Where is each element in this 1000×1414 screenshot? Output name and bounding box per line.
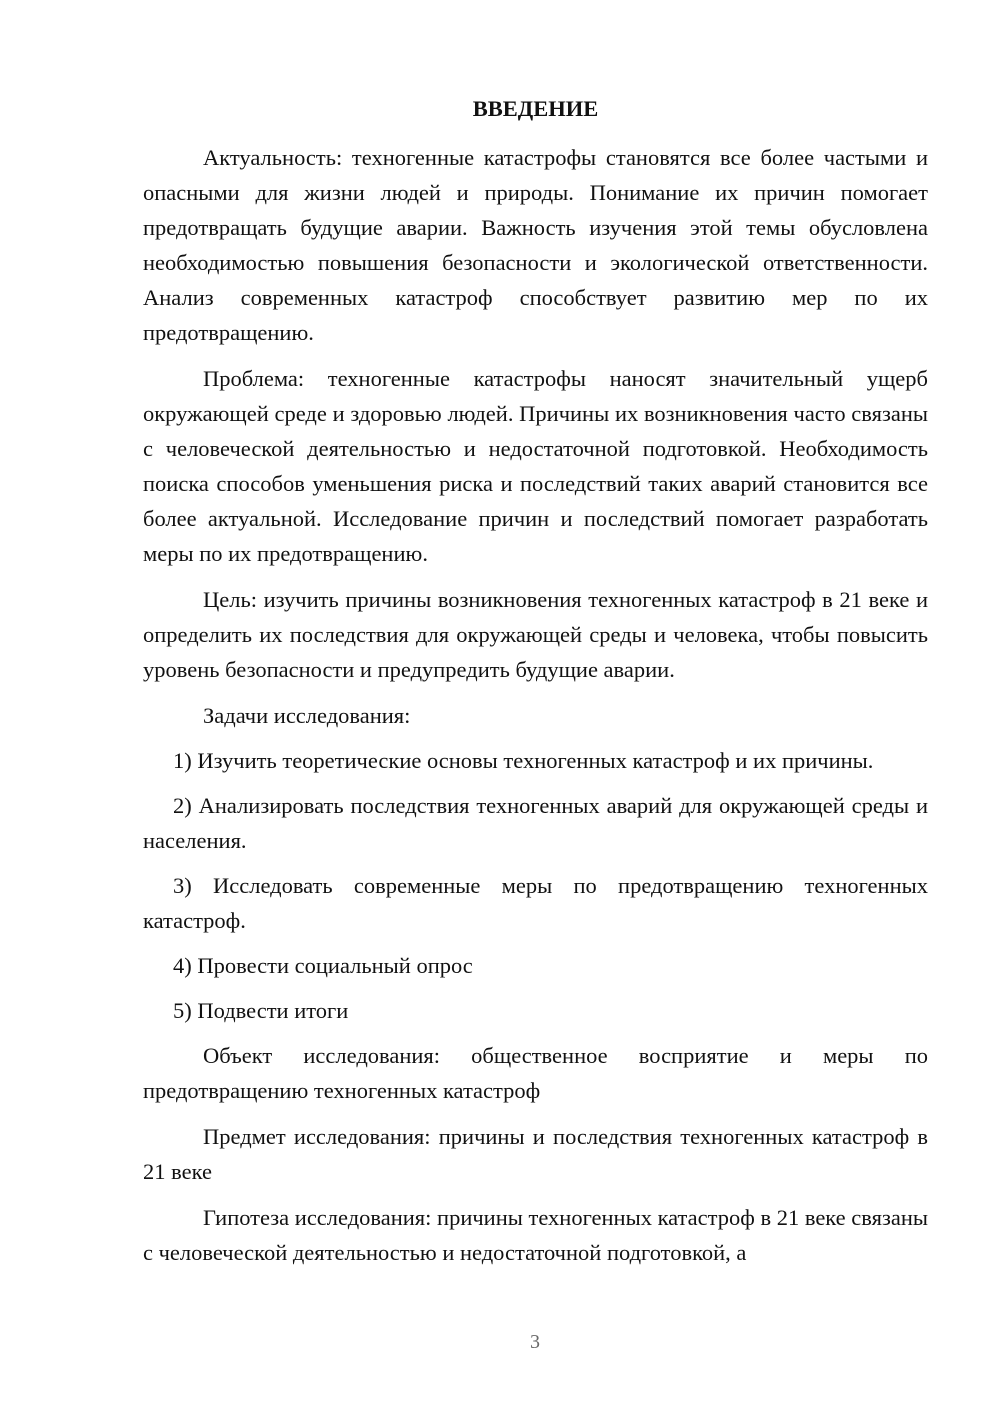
list-item: 4) Провести социальный опрос <box>173 953 473 978</box>
page-content <box>143 90 928 1281</box>
paragraph-hypothesis: Гипотеза исследования: причины техногенных катастроф в 21 веке связаны с человеческой деятельностью и недостаточной подготовкой, а <box>143 1205 928 1265</box>
list-item: 5) Подвести итоги <box>173 998 349 1023</box>
list-item: 1) Изучить теоретические основы техногенных катастроф и их причины. <box>173 748 874 773</box>
paragraph-relevance: Актуальность: техногенные катастрофы становятся все более частыми и опасными для жизни людей и природы. Понимание их причин помогает предотвращать будущие аварии. Важность изучения этой темы обусловлена необходимостью повышения безопасности и экологической ответственности. Анализ современных катастроф способствует развитию мер по их предотвращению. <box>143 145 928 345</box>
tasks-heading: Задачи исследования: <box>203 703 411 728</box>
list-item: 3) Исследовать современные меры по предотвращению техногенных катастроф. <box>143 873 928 933</box>
task-list <box>143 743 928 1028</box>
paragraph-goal: Цель: изучить причины возникновения техногенных катастроф в 21 веке и определить их последствия для окружающей среды и человека, чтобы повысить уровень безопасности и предупредить будущие аварии. <box>143 587 928 682</box>
paragraph-subject: Предмет исследования: причины и последствия техногенных катастроф в 21 веке <box>143 1124 928 1184</box>
paragraph-problem: Проблема: техногенные катастрофы наносят значительный ущерб окружающей среде и здоровью людей. Причины их возникновения часто связаны с человеческой деятельностью и недостаточной подготовкой. Необходимость поиска способов уменьшения риска и последствий таких аварий становится все более актуальной. Исследование причин и последствий помогает разработать меры по их предотвращению. <box>143 366 928 566</box>
page-number: 3 <box>530 1331 540 1353</box>
section-title: ВВЕДЕНИЕ <box>472 96 599 121</box>
list-item: 2) Анализировать последствия техногенных аварий для окружающей среды и населения. <box>143 793 928 853</box>
paragraph-object: Объект исследования: общественное восприятие и меры по предотвращению техногенных катастроф <box>143 1043 928 1103</box>
